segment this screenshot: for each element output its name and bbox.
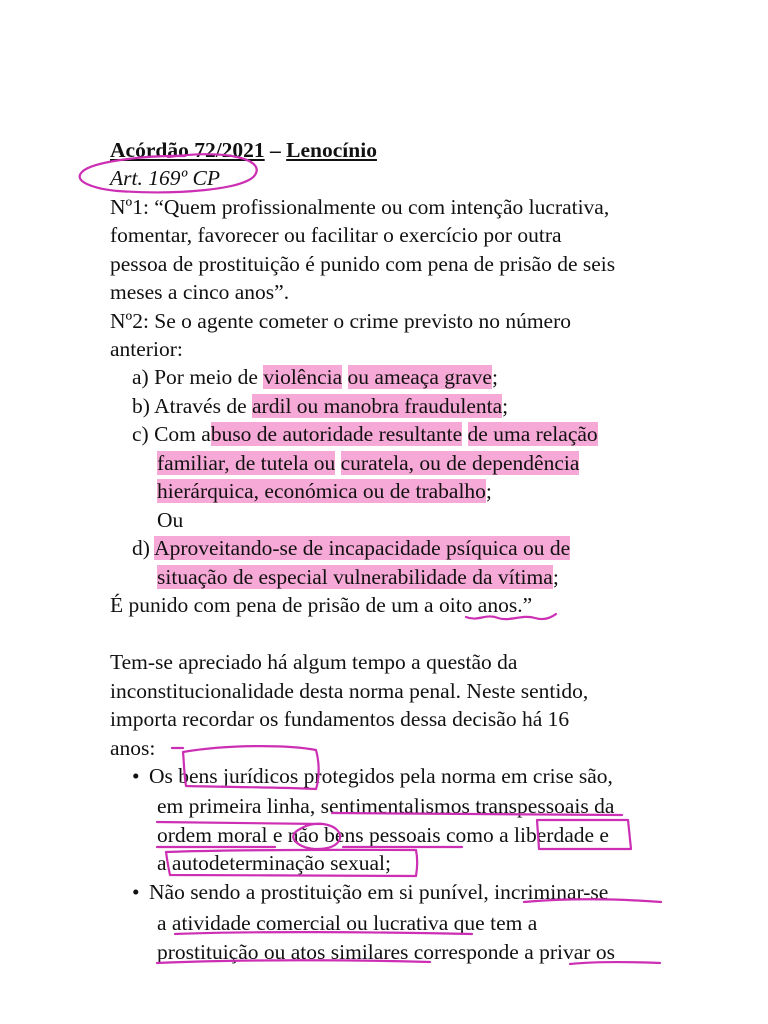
bullet-1-line-3: ordem moral e não bens pessoais como a liberdade e [157,823,609,847]
n2-line-2: anterior: [110,337,183,361]
highlight: situação de especial vulnerabilidade da vítima [157,565,553,589]
bullet-2-line-1: Não sendo a prostituição em si punível, incriminar-se [149,880,609,904]
highlight: hierárquica, económica ou de trabalho [157,479,486,503]
n1-line-3: pessoa de prostituição é punido com pena de prisão de seis [110,252,616,276]
para-line-2: inconstitucionalidade desta norma penal. Neste sentido, [110,679,589,703]
highlight: curatela, ou de dependência [340,451,580,475]
highlight: familiar, de tutela ou [157,451,336,475]
title-topic: Lenocínio [286,138,377,162]
para-line-3: importa recordar os fundamentos dessa decisão há 16 [110,707,570,731]
penalty-emphasis: oito anos [438,593,518,617]
para-line-1: Tem-se apreciado há algum tempo a questão da [110,650,518,674]
penalty-line: É punido com pena de prisão de um a oito anos.” [110,593,533,617]
n1-line-1: Nº1: “Quem profissionalmente ou com intenção lucrativa, [110,195,610,219]
bullet-2-mark: • [132,880,140,904]
n1-line-2: fomentar, favorecer ou facilitar o exercício por outra [110,223,562,247]
n2-line-1: Nº2: Se o agente cometer o crime previsto no número [110,309,572,333]
highlight: de uma relação [467,422,598,446]
bullet-1-line-1: Os bens jurídicos protegidos pela norma em crise são, [149,764,613,788]
bullet-2-line-2: a atividade comercial ou lucrativa que tem a [157,911,538,935]
item-c-line-1: c) Com abuso de autoridade resultante de uma relação [132,422,598,446]
highlight: buso de autoridade resultante [210,422,463,446]
bullet-1-line-2: em primeira linha, sentimentalismos transpessoais da [157,794,615,818]
item-c-line-3: hierárquica, económica ou de trabalho; [157,479,492,503]
item-a: a) Por meio de violência ou ameaça grave; [132,365,498,389]
para-line-4: anos: [110,736,156,760]
highlight: violência [263,365,343,389]
title-reference: Acórdão 72/2021 [110,138,265,162]
item-c-line-2 [157,449,579,477]
item-d-line-1: d) Aproveitando-se de incapacidade psíquica ou de [132,536,571,560]
item-d-line-2: situação de especial vulnerabilidade da vítima; [157,565,559,589]
item-c-ou: Ou [157,508,184,532]
bullet-1-mark: • [132,764,140,788]
bullet-1-line-4: a autodeterminação sexual; [157,851,392,875]
highlight: ou ameaça grave [347,365,492,389]
item-b: b) Através de ardil ou manobra fraudulenta; [132,394,509,418]
article-reference: Art. 169º CP [110,166,220,190]
highlight: Aproveitando-se de incapacidade psíquica ou de [154,536,571,560]
n1-line-4: meses a cinco anos”. [110,280,290,304]
bullet-2-line-3: prostituição ou atos similares corresponde a privar os [157,940,615,964]
document-title: Acórdão 72/2021 – Lenocínio [110,138,377,162]
highlight: ardil ou manobra fraudulenta [252,394,503,418]
